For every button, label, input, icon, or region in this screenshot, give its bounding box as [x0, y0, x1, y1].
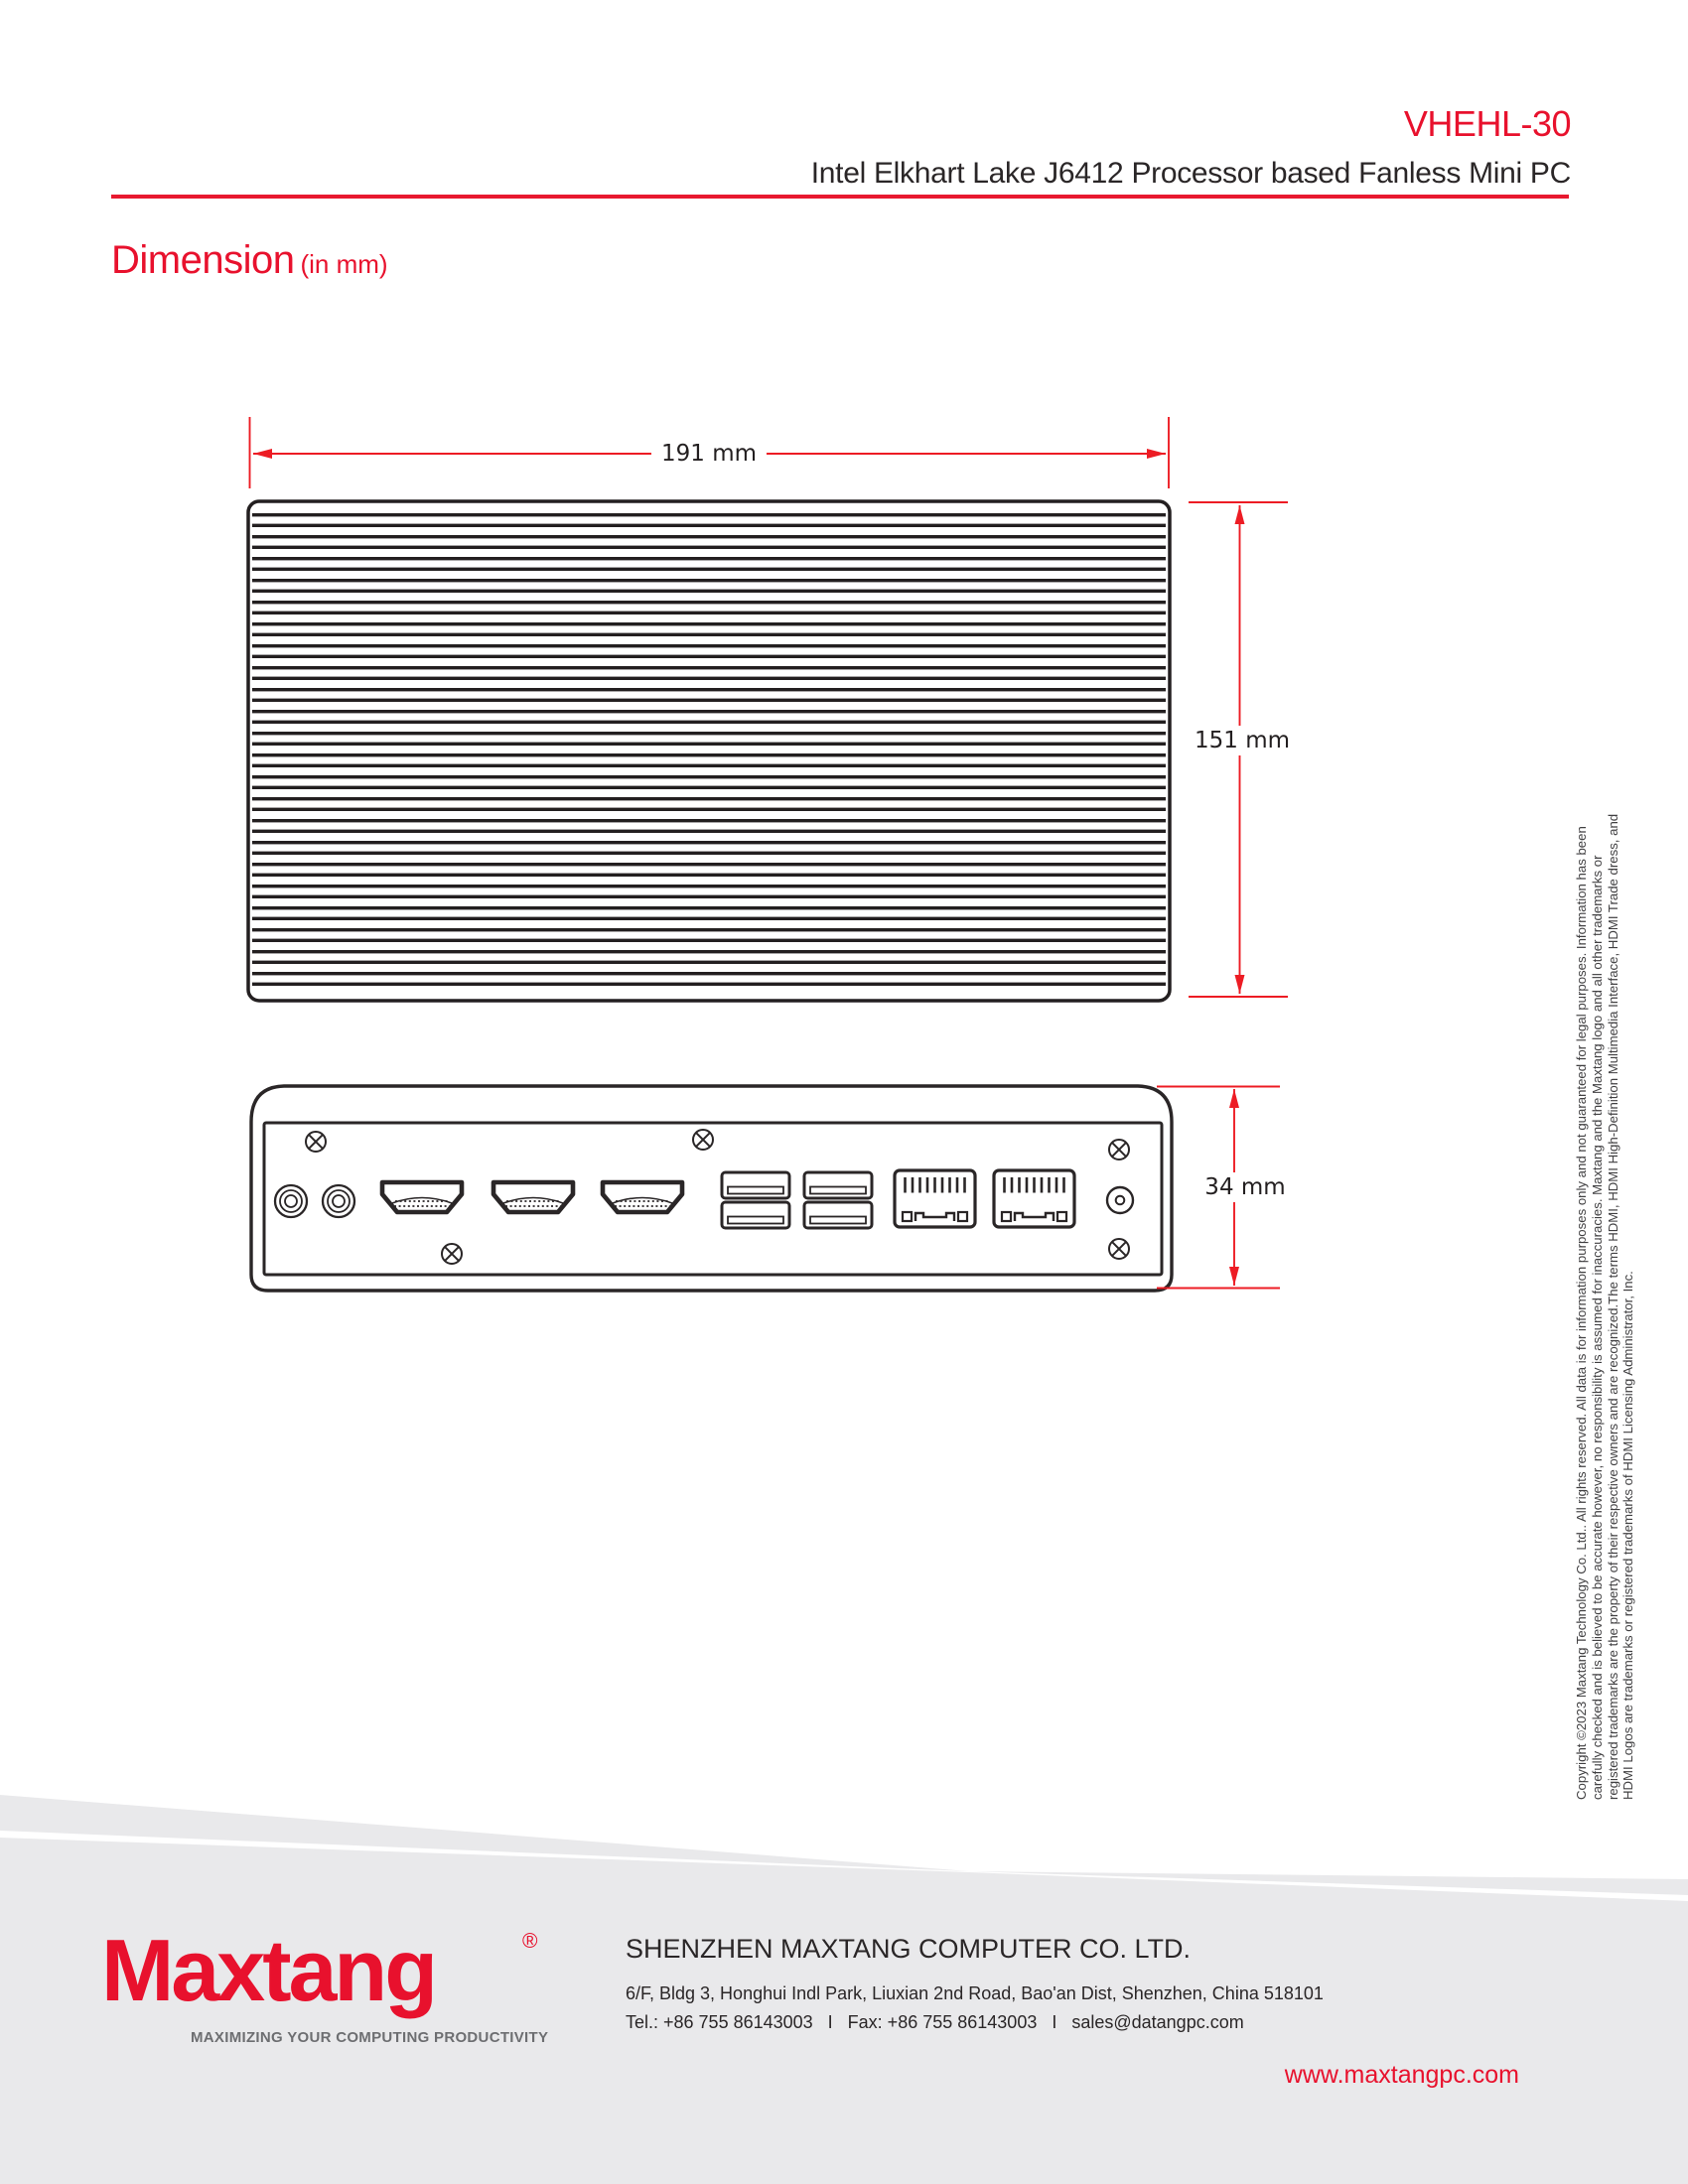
- legal-line: HDMI Logos are trademarks or registered trademarks of HDMI Licensing Administrator, Inc.: [1620, 1271, 1636, 1800]
- company-contact: Tel.: +86 755 86143003 I Fax: +86 755 86143003 I sales@datangpc.com: [626, 2012, 1244, 2032]
- heatsink-fins: [252, 513, 1166, 989]
- product-code: VHEHL-30: [1403, 103, 1571, 144]
- company-address: 6/F, Bldg 3, Honghui Indl Park, Liuxian 2nd Road, Bao'an Dist, Shenzhen, China 518101: [626, 1983, 1324, 2003]
- header-rule: [111, 195, 1569, 199]
- registered-trademark-icon: ®: [522, 1930, 538, 1953]
- legal-line: Copyright ©2023 Maxtang Technology Co. Ltd.. All rights reserved. All data is for information purposes only and not guaranteed for legal purposes. Information has been: [1574, 826, 1589, 1800]
- section-unit-note: (in mm): [300, 249, 388, 279]
- top-view: [248, 501, 1170, 1001]
- hdmi-port-icon: [382, 1182, 462, 1212]
- width-dimension-label: 191 mm: [651, 439, 767, 469]
- logo-tagline: MAXIMIZING YOUR COMPUTING PRODUCTIVITY: [191, 2029, 549, 2046]
- hdmi-port-icon: [603, 1182, 682, 1212]
- page-subtitle: Intel Elkhart Lake J6412 Processor based Fanless Mini PC: [810, 157, 1571, 190]
- website-link[interactable]: www.maxtangpc.com: [1284, 2061, 1519, 2089]
- height-dimension-label: 151 mm: [1185, 726, 1300, 755]
- section-title-text: Dimension: [111, 238, 295, 282]
- legal-line: registered trademarks are the property of their respective owners and are recognized.The terms HDMI, HDMI High-Definition Multimedia Interface, HDMI Trade dress, and: [1605, 813, 1620, 1800]
- company-name: SHENZHEN MAXTANG COMPUTER CO. LTD.: [626, 1934, 1192, 1964]
- legal-sidebar: [1574, 813, 1637, 1800]
- legal-line: carefully checked and is believed to be accurate however, no responsibility is assumed for inaccuracies. Maxtang and the Maxtang logo and all other trademarks or: [1589, 855, 1605, 1800]
- front-view: [251, 1086, 1172, 1291]
- hdmi-port-icon: [493, 1182, 573, 1212]
- maxtang-logo: Maxtang: [101, 1921, 435, 2019]
- section-title: [111, 238, 388, 283]
- depth-dimension-label: 34 mm: [1195, 1172, 1295, 1202]
